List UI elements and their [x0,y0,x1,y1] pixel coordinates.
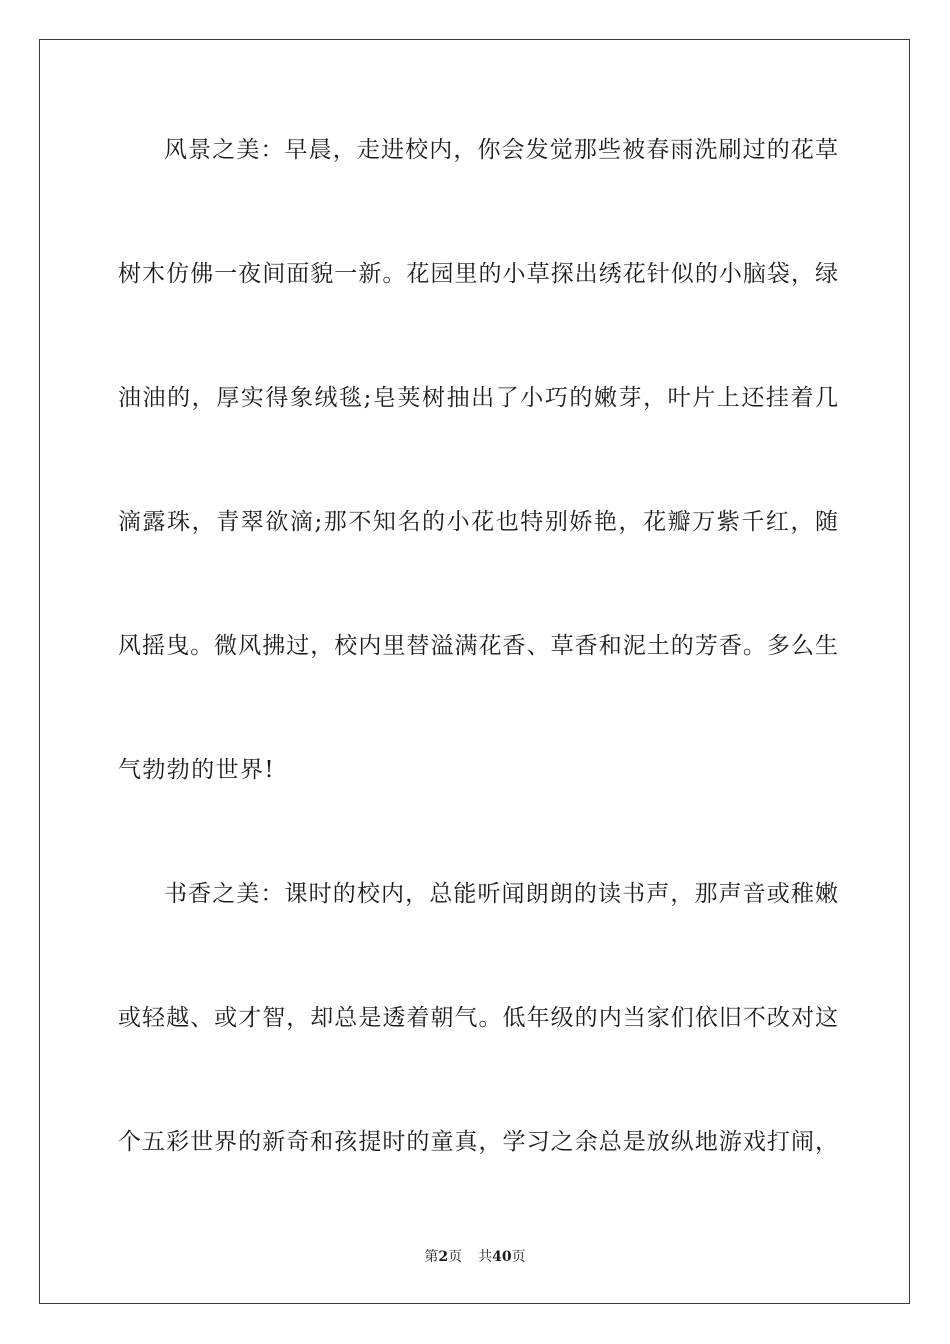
footer-total-pages: 40 [492,1249,512,1265]
paragraph-1-line-3: 油油的，厚实得象绒毯;皂荚树抽出了小巧的嫩芽，叶片上还挂着几 [118,385,838,411]
paragraph-1-line-4: 滴露珠，青翠欲滴;那不知名的小花也特别娇艳，花瓣万紫千红，随 [118,509,838,535]
paragraph-1-line-1: 风景之美：早晨，走进校内，你会发觉那些被春雨洗刷过的花草 [164,137,838,163]
footer-page-prefix: 第 [424,1249,439,1265]
paragraph-2-line-1: 书香之美：课时的校内，总能听闻朗朗的读书声，那声音或稚嫩 [164,881,838,907]
page-footer [0,1246,950,1266]
paragraph-2-line-2: 或轻越、或才智，却总是透着朝气。低年级的内当家们依旧不改对这 [118,1005,838,1031]
paragraph-1-line-5: 风摇曳。微风拂过，校内里替溢满花香、草香和泥土的芳香。多么生 [118,633,838,659]
paragraph-1-line-6: 气勃勃的世界! [118,757,276,783]
footer-page-number: 2 [438,1249,449,1265]
page-border [39,39,910,1304]
paragraph-2-line-3: 个五彩世界的新奇和孩提时的童真，学习之余总是放纵地游戏打闹， [118,1129,838,1155]
footer-total-suffix: 页 [511,1249,526,1265]
paragraph-1-line-2: 树木仿佛一夜间面貌一新。花园里的小草探出绣花针似的小脑袋，绿 [118,261,838,287]
footer-page-suffix: 页 [448,1249,463,1265]
footer-total-prefix: 共 [478,1249,493,1265]
